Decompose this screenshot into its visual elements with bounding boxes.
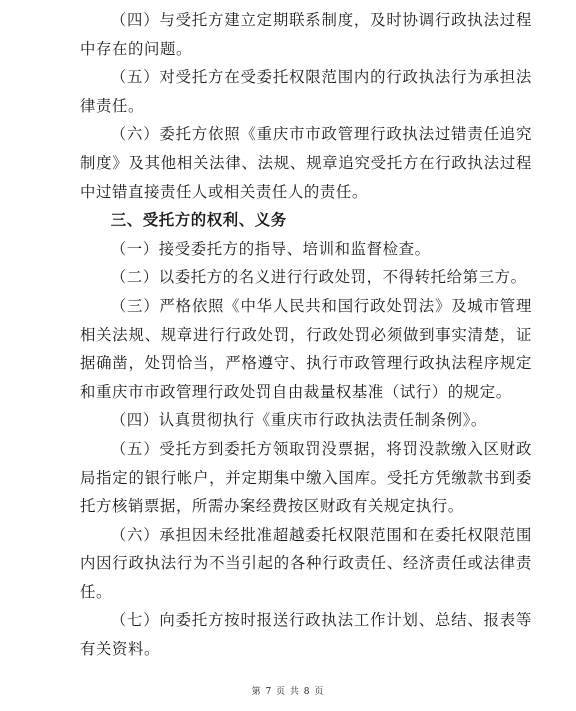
clause-6-fault-accountability: （六）委托方依照《重庆市市政管理行政执法过错责任追究制度》及其他相关法律、法规、规章追究受托方在行政执法过程中过错直接责任人或相关责任人的责任。 <box>80 125 532 201</box>
duty-7-reporting: （七）向委托方按时报送行政执法工作计划、总结、报表等有关资料。 <box>80 611 532 659</box>
page-footer: 第 7 页 共 8 页 <box>251 687 325 697</box>
duty-6-liability: （六）承担因未经批准超越委托权限范围和在委托权限范围内因行政执法行为不当引起的各种行政责任、经济责任或法律责任。 <box>80 525 532 601</box>
duty-1-guidance: （一）接受委托方的指导、培训和监督检查。 <box>110 239 431 258</box>
document-body <box>80 6 532 664</box>
clause-4-contact-system: （四）与受托方建立定期联系制度，及时协调行政执法过程中存在的问题。 <box>80 11 532 58</box>
section-heading-rights-obligations: 三、受托方的权利、义务 <box>110 211 287 230</box>
clause-5-legal-responsibility: （五）对受托方在受委托权限范围内的行政执法行为承担法律责任。 <box>80 68 532 115</box>
duty-5-fines-receipts: （五）受托方到委托方领取罚没票据，将罚没款缴入区财政局指定的银行帐户，并定期集中缴入国库。受托方凭缴款书到委托方核销票据，所需办案经费按区财政有关规定执行。 <box>80 439 532 516</box>
duty-3-lawful-penalties: （三）严格依照《中华人民共和国行政处罚法》及城市管理相关法规、规章进行行政处罚，行政处罚必须做到事实清楚，证据确凿，处罚恰当，严格遵守、执行市政管理行政执法程序规定和重庆市市政管理行政处罚自由裁量权基准（试行）的规定。 <box>80 296 532 401</box>
duty-4-enforcement-regulation: （四）认真贯彻执行《重庆市行政执法责任制条例》。 <box>110 411 487 430</box>
duty-2-no-subcontracting: （二）以委托方的名义进行行政处罚，不得转托给第三方。 <box>110 268 527 287</box>
